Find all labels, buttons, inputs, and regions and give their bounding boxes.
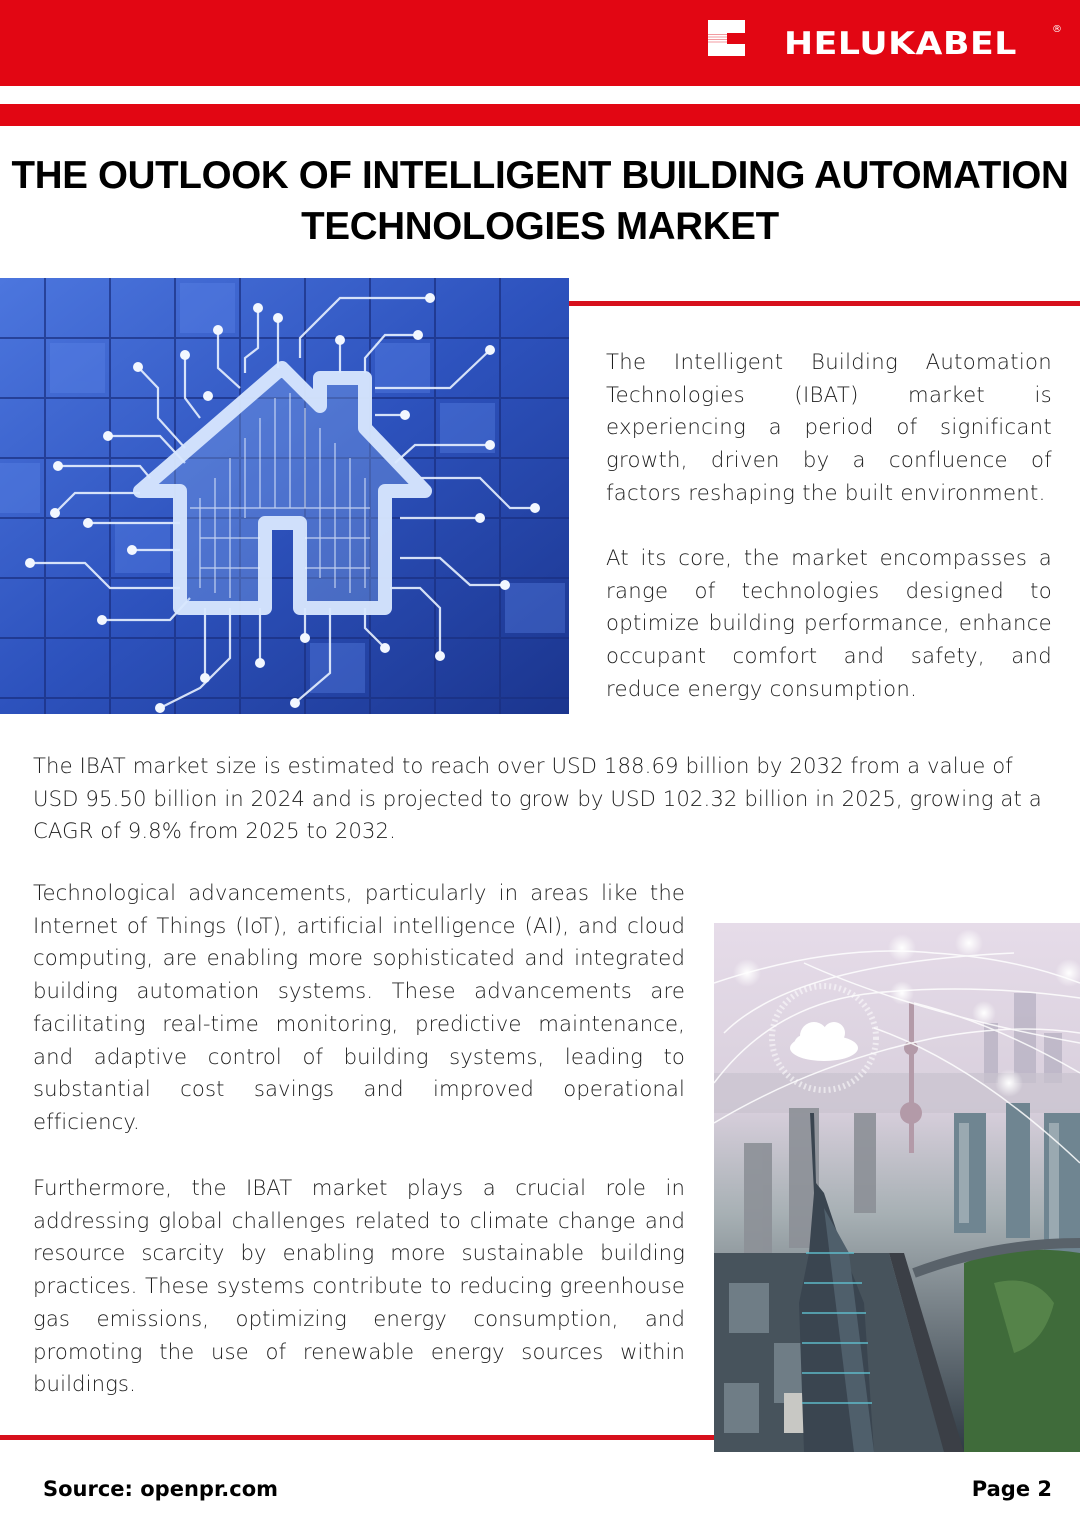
- source-credit: Source: openpr.com: [43, 1477, 279, 1501]
- registered-mark: ®: [1052, 24, 1062, 35]
- page-title: [0, 150, 1080, 252]
- brand-logo-text: HELUKABEL: [784, 26, 1017, 62]
- intro-paragraph: The Intelligent Building Automation Technologies (IBAT) market is experiencing a period of significant growth, driven by a confluence of factors reshaping the built environment.: [606, 349, 1052, 505]
- page-number: Page 2: [971, 1477, 1052, 1501]
- helukabel-logo-mark-icon: [708, 20, 745, 56]
- market-size-paragraph: The IBAT market size is estimated to reach over USD 188.69 billion by 2032 from a value of USD 95.50 billion in 2024 and is projected to grow by USD 102.32 billion in 2025, growing at a CAGR of 9.8% from 2025 to 2032.: [33, 753, 1042, 844]
- section-divider-top: [569, 301, 1080, 306]
- page-title-line-2: TECHNOLOGIES MARKET: [301, 205, 779, 248]
- circuit-house-image: [0, 278, 569, 714]
- smart-city-illustration: [714, 923, 1080, 1452]
- market-scope-paragraph: At its core, the market encompasses a range of technologies designed to optimize building performance, enhance occupant comfort and safety, and reduce energy consumption.: [606, 545, 1052, 701]
- sustainability-paragraph: Furthermore, the IBAT market plays a crucial role in addressing global challenges related to climate change and resource scarcity by enabling more sustainable building practices. These systems contribute to reducing greenhouse gas emissions, optimizing energy consumption, and promoting the use of renewable energy sources within buildings.: [33, 1175, 685, 1397]
- technology-paragraph: Technological advancements, particularly in areas like the Internet of Things (IoT), artificial intelligence (AI), and cloud computing, are enabling more sophisticated and integrated building automation systems. These advancements are facilitating real-time monitoring, predictive maintenance, and adaptive control of building systems, leading to substantial cost savings and improved operational efficiency.: [33, 880, 685, 1134]
- header-stripe: [0, 104, 1080, 126]
- circuit-house-illustration: [0, 278, 569, 714]
- section-divider-bottom: [0, 1435, 714, 1440]
- smart-city-image: [714, 923, 1080, 1452]
- page-title-line-1: THE OUTLOOK OF INTELLIGENT BUILDING AUTOMATION: [11, 154, 1069, 197]
